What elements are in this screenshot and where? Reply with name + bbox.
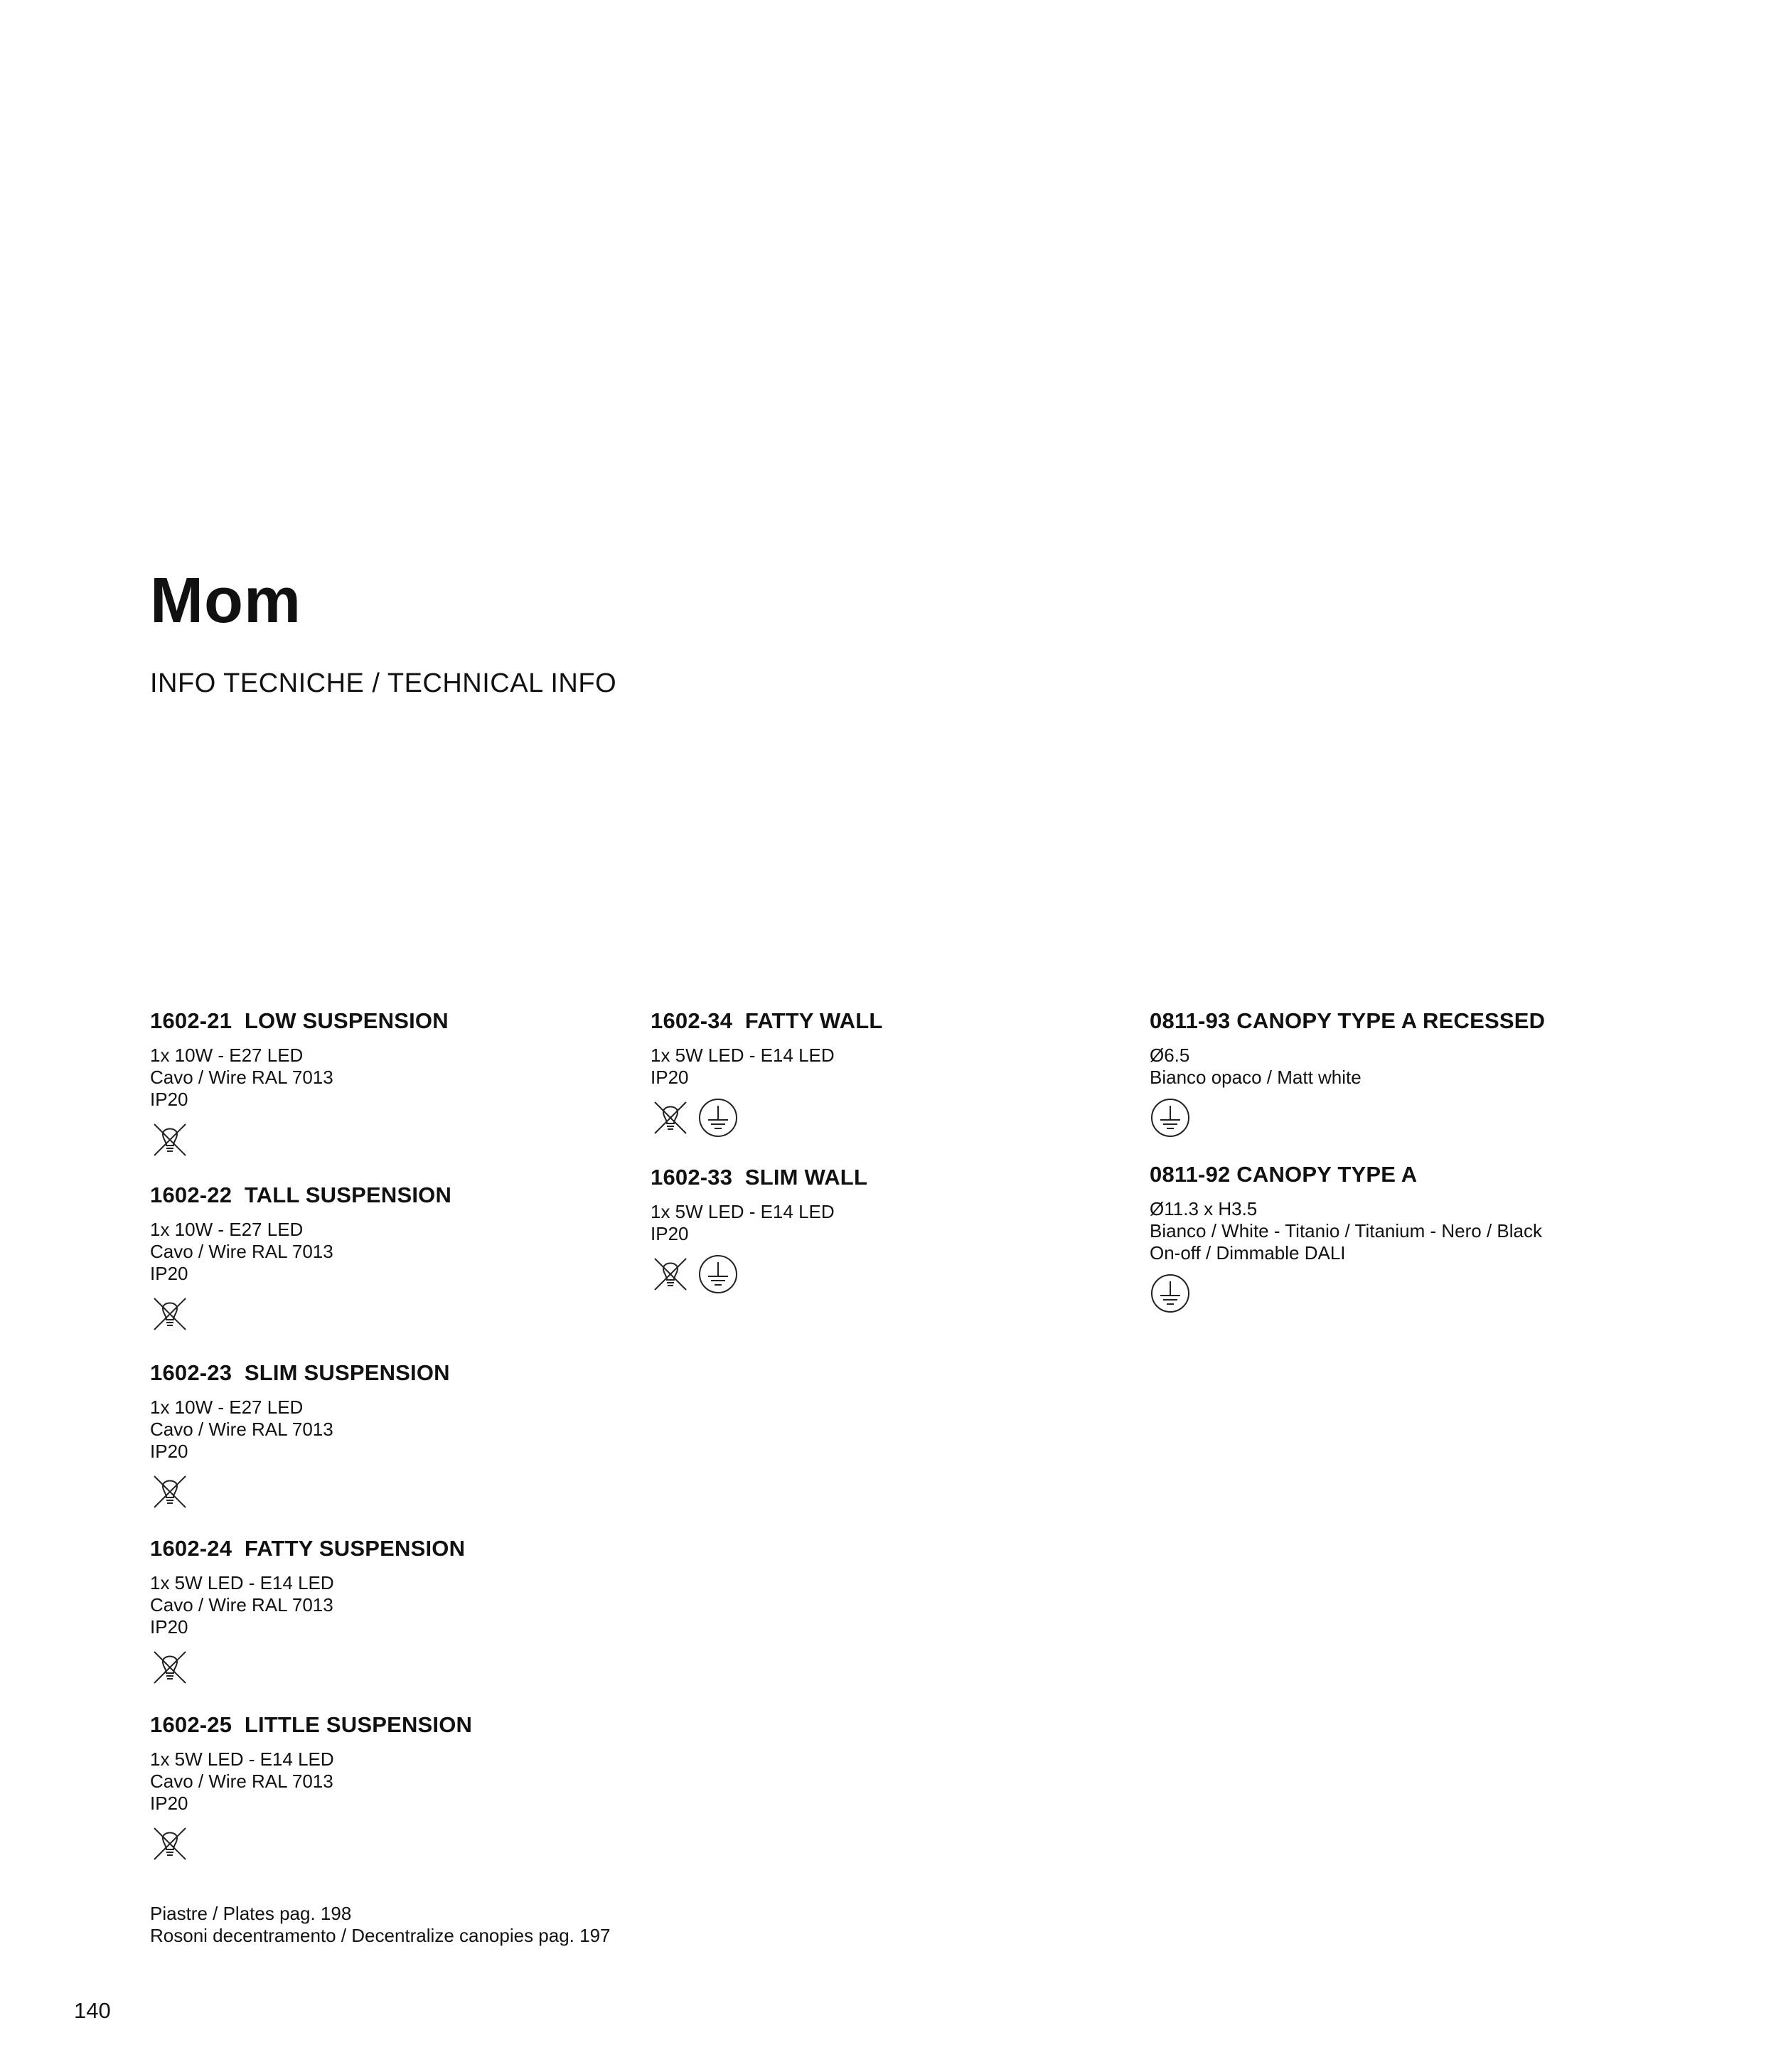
icon-row [150, 1822, 472, 1866]
no-led-replace-icon [150, 1120, 190, 1160]
product-spec: 1x 10W - E27 LED Cavo / Wire RAL 7013 IP20 [150, 1045, 333, 1110]
product-heading: 1602-34 FATTY WALL [651, 1008, 883, 1033]
product-spec: Ø6.5 Bianco opaco / Matt white [1150, 1045, 1362, 1088]
product-heading: 1602-22 TALL SUSPENSION [150, 1182, 452, 1207]
icon-row [1150, 1271, 1542, 1315]
icon-row [150, 1645, 465, 1689]
no-led-replace-icon [150, 1472, 190, 1512]
product-1602-24 [150, 1537, 465, 1689]
product-1602-25 [150, 1714, 472, 1866]
product-heading: 1602-33 SLIM WALL [651, 1165, 868, 1190]
icon-row [651, 1252, 867, 1296]
earth-ground-icon [697, 1097, 739, 1138]
earth-ground-icon [697, 1254, 739, 1295]
product-heading: 1602-25 LITTLE SUSPENSION [150, 1712, 473, 1737]
no-led-replace-icon [150, 1824, 190, 1864]
product-spec: 1x 5W LED - E14 LED IP20 [651, 1045, 835, 1088]
product-spec: 1x 10W - E27 LED Cavo / Wire RAL 7013 IP20 [150, 1219, 333, 1284]
page-subtitle: INFO TECNICHE / TECHNICAL INFO [150, 668, 617, 698]
earth-ground-icon [1150, 1097, 1191, 1138]
page-title: Mom [150, 565, 301, 636]
footer-line-plates: Piastre / Plates pag. 198 [150, 1903, 352, 1924]
product-1602-22 [150, 1184, 451, 1336]
product-heading: 1602-21 LOW SUSPENSION [150, 1008, 449, 1033]
product-heading: 1602-23 SLIM SUSPENSION [150, 1360, 450, 1385]
no-led-replace-icon [651, 1254, 690, 1294]
footer-notes [150, 1903, 611, 1947]
icon-row [1150, 1096, 1545, 1140]
product-0811-92 [1150, 1163, 1542, 1315]
product-heading: 0811-92 CANOPY TYPE A [1150, 1162, 1418, 1187]
product-spec: 1x 5W LED - E14 LED Cavo / Wire RAL 7013 IP20 [150, 1572, 334, 1638]
product-heading: 0811-93 CANOPY TYPE A RECESSED [1150, 1008, 1546, 1033]
page-number: 140 [74, 1998, 111, 2023]
icon-row [150, 1470, 450, 1514]
no-led-replace-icon [150, 1294, 190, 1334]
no-led-replace-icon [150, 1648, 190, 1687]
no-led-replace-icon [651, 1098, 690, 1138]
product-1602-34 [651, 1010, 883, 1140]
product-spec: 1x 5W LED - E14 LED IP20 [651, 1201, 835, 1244]
product-spec: Ø11.3 x H3.5 Bianco / White - Titanio / Titanium - Nero / Black On-off / Dimmable DALI [1150, 1198, 1542, 1264]
product-heading: 1602-24 FATTY SUSPENSION [150, 1536, 466, 1561]
product-1602-33 [651, 1166, 867, 1296]
product-0811-93 [1150, 1010, 1545, 1140]
footer-line-canopies: Rosoni decentramento / Decentralize canopies pag. 197 [150, 1925, 611, 1946]
icon-row [651, 1096, 883, 1140]
icon-row [150, 1118, 449, 1162]
earth-ground-icon [1150, 1273, 1191, 1314]
product-spec: 1x 5W LED - E14 LED Cavo / Wire RAL 7013 IP20 [150, 1748, 334, 1814]
product-spec: 1x 10W - E27 LED Cavo / Wire RAL 7013 IP20 [150, 1397, 333, 1462]
product-1602-21 [150, 1010, 449, 1162]
product-1602-23 [150, 1362, 450, 1514]
icon-row [150, 1292, 451, 1336]
